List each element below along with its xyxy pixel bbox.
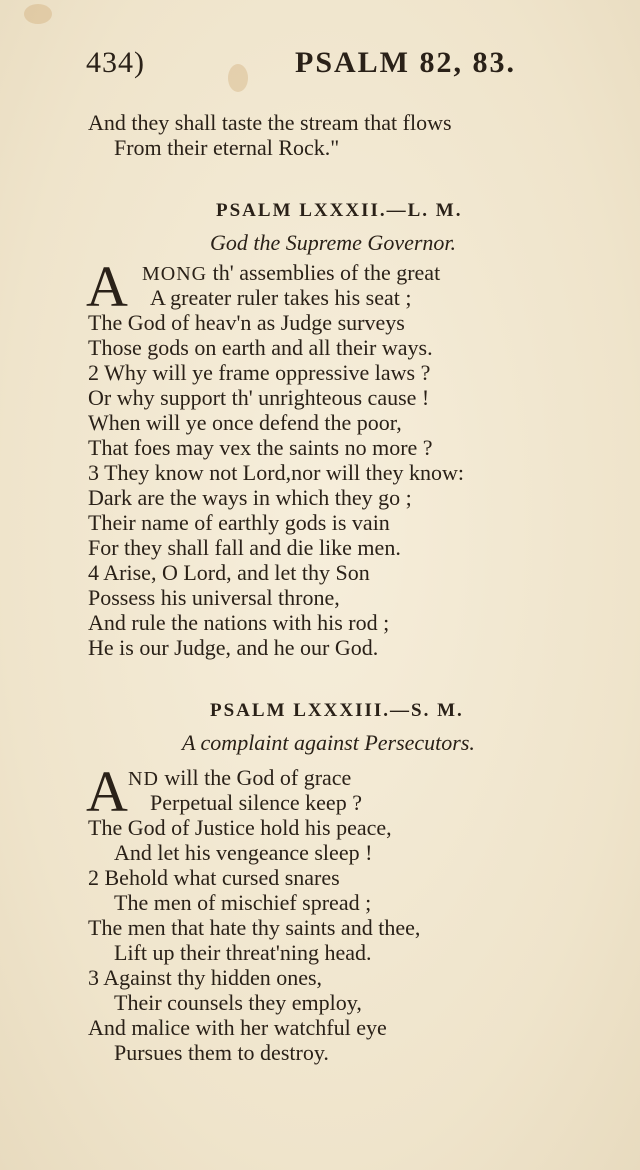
verse-line: When will ye once defend the poor, (88, 410, 402, 435)
psalm-83-dropcap: A (86, 759, 128, 824)
verse-line: A greater ruler takes his seat ; (150, 285, 412, 310)
running-title: PSALM 82, 83. (295, 46, 516, 79)
paper-stain (24, 4, 52, 24)
psalm-83-first-line (128, 765, 351, 792)
verse-line: Lift up their threat'ning head. (114, 940, 372, 965)
verse-line: 4 Arise, O Lord, and let thy Son (88, 560, 370, 585)
verse-line: The men of mischief spread ; (114, 890, 372, 915)
psalm-82-subtitle: God the Supreme Governor. (210, 230, 457, 255)
verse-line: Perpetual silence keep ? (150, 790, 362, 815)
verse-line: The God of heav'n as Judge surveys (88, 310, 405, 335)
first-line-text: will the God of grace (158, 765, 352, 790)
psalm-82-first-line (142, 260, 440, 287)
psalm-83-subtitle: A complaint against Persecutors. (182, 730, 475, 755)
page-header (86, 46, 516, 86)
continuation-line: And they shall taste the stream that flows (88, 110, 452, 135)
psalm-83-heading: PSALM LXXXIII.—S. M. (210, 700, 464, 721)
verse-line: Pursues them to destroy. (114, 1040, 329, 1065)
verse-line: Or why support th' unrighteous cause ! (88, 385, 430, 410)
page-number: 434) (86, 46, 145, 79)
first-word: ND (128, 768, 159, 790)
verse-line: The God of Justice hold his peace, (88, 815, 392, 840)
verse-line: And rule the nations with his rod ; (88, 610, 390, 635)
psalm-82-dropcap: A (86, 254, 128, 319)
psalm-82-heading: PSALM LXXXII.—L. M. (216, 200, 463, 221)
continuation-line: From their eternal Rock." (114, 135, 340, 160)
verse-line: And let his vengeance sleep ! (114, 840, 373, 865)
verse-line: Possess his universal throne, (88, 585, 340, 610)
verse-line: And malice with her watchful eye (88, 1015, 387, 1040)
verse-line: 2 Behold what cursed snares (88, 865, 340, 890)
verse-line: Those gods on earth and all their ways. (88, 335, 433, 360)
verse-line: Their counsels they employ, (114, 990, 362, 1015)
verse-line: That foes may vex the saints no more ? (88, 435, 433, 460)
verse-line: 2 Why will ye frame oppressive laws ? (88, 360, 431, 385)
verse-line: Dark are the ways in which they go ; (88, 485, 412, 510)
verse-line: The men that hate thy saints and thee, (88, 915, 421, 940)
verse-line: 3 Against thy hidden ones, (88, 965, 323, 990)
verse-line: For they shall fall and die like men. (88, 535, 401, 560)
first-line-text: th' assemblies of the great (207, 260, 441, 285)
verse-line: He is our Judge, and he our God. (88, 635, 379, 660)
first-word: MONG (142, 263, 208, 285)
verse-line: Their name of earthly gods is vain (88, 510, 390, 535)
verse-line: 3 They know not Lord,nor will they know: (88, 460, 464, 485)
